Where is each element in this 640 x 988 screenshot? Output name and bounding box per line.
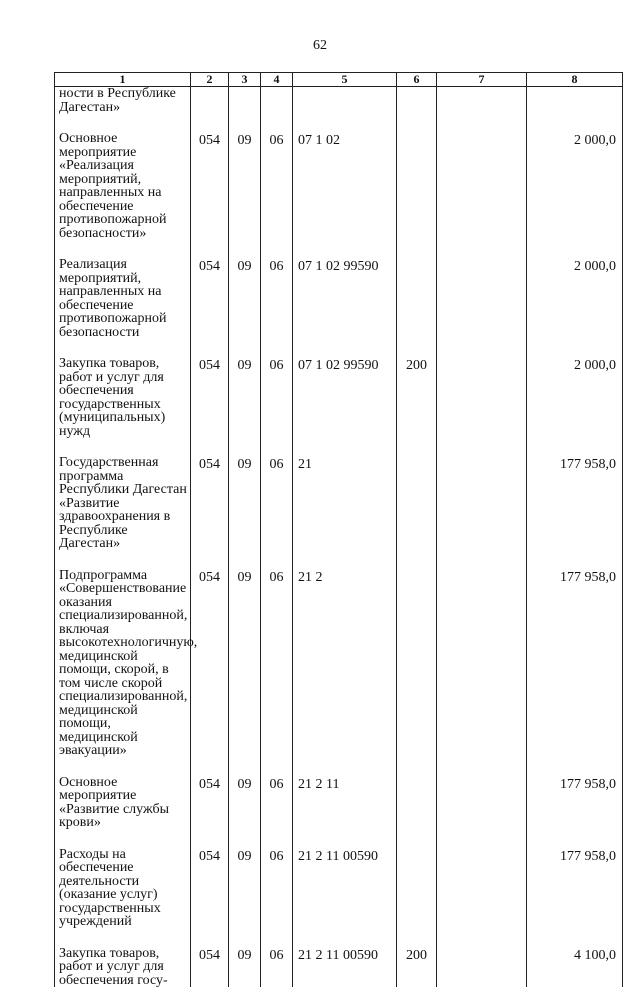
- table-row: [55, 132, 623, 240]
- row-name: Расходы на обеспечение деятельности (оказание услуг) государственных учреждений: [55, 848, 191, 929]
- cell-target-article: 07 1 02 99590: [293, 357, 397, 438]
- row-name: Реализация мероприятий, направленных на обеспечение противопожарной безопасности: [55, 258, 191, 339]
- cell-expense-type: 200: [397, 357, 437, 438]
- cell-target-article: 21: [293, 456, 397, 551]
- cell-subsection: 06: [261, 456, 293, 551]
- cell-amount: 177 958,0: [527, 456, 623, 551]
- table-row: [55, 947, 623, 988]
- cell-amount: 177 958,0: [527, 848, 623, 929]
- table-row: [55, 456, 623, 551]
- cell-subsection: [261, 87, 293, 115]
- column-header-3: 3: [229, 73, 261, 87]
- cell-subsection: 06: [261, 357, 293, 438]
- column-header-4: 4: [261, 73, 293, 87]
- cell-target-article: [293, 87, 397, 115]
- table-row: [55, 776, 623, 830]
- cell-expense-type: [397, 456, 437, 551]
- row-name: Подпрограмма «Совершенствование оказания специализированной, включая высокотехнологичную, медицинской помощи, скорой, в том числе скорой специализированной, медицинской помощи, медицинской эвакуации»: [55, 569, 191, 758]
- table-row: [55, 87, 623, 115]
- row-name: Основное мероприятие «Развитие службы крови»: [55, 776, 191, 830]
- cell-section: 09: [229, 456, 261, 551]
- cell-col7: [437, 456, 527, 551]
- cell-section: 09: [229, 569, 261, 758]
- cell-section: [229, 87, 261, 115]
- cell-col7: [437, 569, 527, 758]
- cell-subsection: 06: [261, 947, 293, 988]
- column-header-6: 6: [397, 73, 437, 87]
- cell-section: 09: [229, 357, 261, 438]
- row-spacer: [55, 339, 623, 357]
- cell-col7: [437, 132, 527, 240]
- cell-section: 09: [229, 258, 261, 339]
- cell-ministry-code: 054: [191, 569, 229, 758]
- cell-col7: [437, 87, 527, 115]
- table-header-row: [55, 73, 623, 87]
- cell-ministry-code: 054: [191, 776, 229, 830]
- cell-target-article: 07 1 02 99590: [293, 258, 397, 339]
- column-header-7: 7: [437, 73, 527, 87]
- table-row: [55, 848, 623, 929]
- cell-subsection: 06: [261, 132, 293, 240]
- row-name: Основное мероприятие «Реализация мероприятий, направленных на обеспечение противопожарной безопасности»: [55, 132, 191, 240]
- row-name: ности в Республике Дагестан»: [55, 87, 191, 115]
- row-spacer: [55, 114, 623, 132]
- cell-ministry-code: [191, 87, 229, 115]
- cell-expense-type: [397, 848, 437, 929]
- cell-ministry-code: 054: [191, 132, 229, 240]
- cell-amount: 177 958,0: [527, 776, 623, 830]
- table-row: [55, 258, 623, 339]
- cell-col7: [437, 357, 527, 438]
- cell-amount: 2 000,0: [527, 258, 623, 339]
- row-name: Государственная программа Республики Дагестан «Развитие здравоохранения в Республике Дагестан»: [55, 456, 191, 551]
- cell-col7: [437, 947, 527, 988]
- row-spacer: [55, 240, 623, 258]
- cell-target-article: 21 2 11 00590: [293, 848, 397, 929]
- budget-table: [54, 72, 623, 987]
- row-spacer: [55, 551, 623, 569]
- cell-expense-type: [397, 776, 437, 830]
- cell-ministry-code: 054: [191, 848, 229, 929]
- cell-target-article: 21 2 11: [293, 776, 397, 830]
- cell-section: 09: [229, 848, 261, 929]
- cell-expense-type: [397, 87, 437, 115]
- cell-subsection: 06: [261, 776, 293, 830]
- cell-ministry-code: 054: [191, 357, 229, 438]
- table-row: [55, 569, 623, 758]
- cell-section: 09: [229, 947, 261, 988]
- row-name: Закупка товаров, работ и услуг для обеспечения государственных (муниципальных) нужд: [55, 357, 191, 438]
- row-spacer: [55, 438, 623, 456]
- cell-expense-type: 200: [397, 947, 437, 988]
- cell-amount: 177 958,0: [527, 569, 623, 758]
- cell-col7: [437, 776, 527, 830]
- cell-amount: 2 000,0: [527, 357, 623, 438]
- column-header-8: 8: [527, 73, 623, 87]
- cell-amount: 2 000,0: [527, 132, 623, 240]
- column-header-2: 2: [191, 73, 229, 87]
- page-number: 62: [313, 38, 327, 53]
- cell-subsection: 06: [261, 848, 293, 929]
- cell-ministry-code: 054: [191, 258, 229, 339]
- cell-subsection: 06: [261, 258, 293, 339]
- cell-target-article: 07 1 02: [293, 132, 397, 240]
- cell-subsection: 06: [261, 569, 293, 758]
- cell-expense-type: [397, 132, 437, 240]
- cell-ministry-code: 054: [191, 456, 229, 551]
- cell-amount: [527, 87, 623, 115]
- cell-section: 09: [229, 132, 261, 240]
- cell-ministry-code: 054: [191, 947, 229, 988]
- row-spacer: [55, 830, 623, 848]
- cell-col7: [437, 258, 527, 339]
- column-header-5: 5: [293, 73, 397, 87]
- cell-expense-type: [397, 258, 437, 339]
- cell-col7: [437, 848, 527, 929]
- table-row: [55, 357, 623, 438]
- cell-amount: 4 100,0: [527, 947, 623, 988]
- column-header-1: 1: [55, 73, 191, 87]
- row-spacer: [55, 929, 623, 947]
- cell-section: 09: [229, 776, 261, 830]
- row-name: Закупка товаров, работ и услуг для обеспечения госу-: [55, 947, 191, 988]
- cell-target-article: 21 2: [293, 569, 397, 758]
- row-spacer: [55, 758, 623, 776]
- cell-expense-type: [397, 569, 437, 758]
- cell-target-article: 21 2 11 00590: [293, 947, 397, 988]
